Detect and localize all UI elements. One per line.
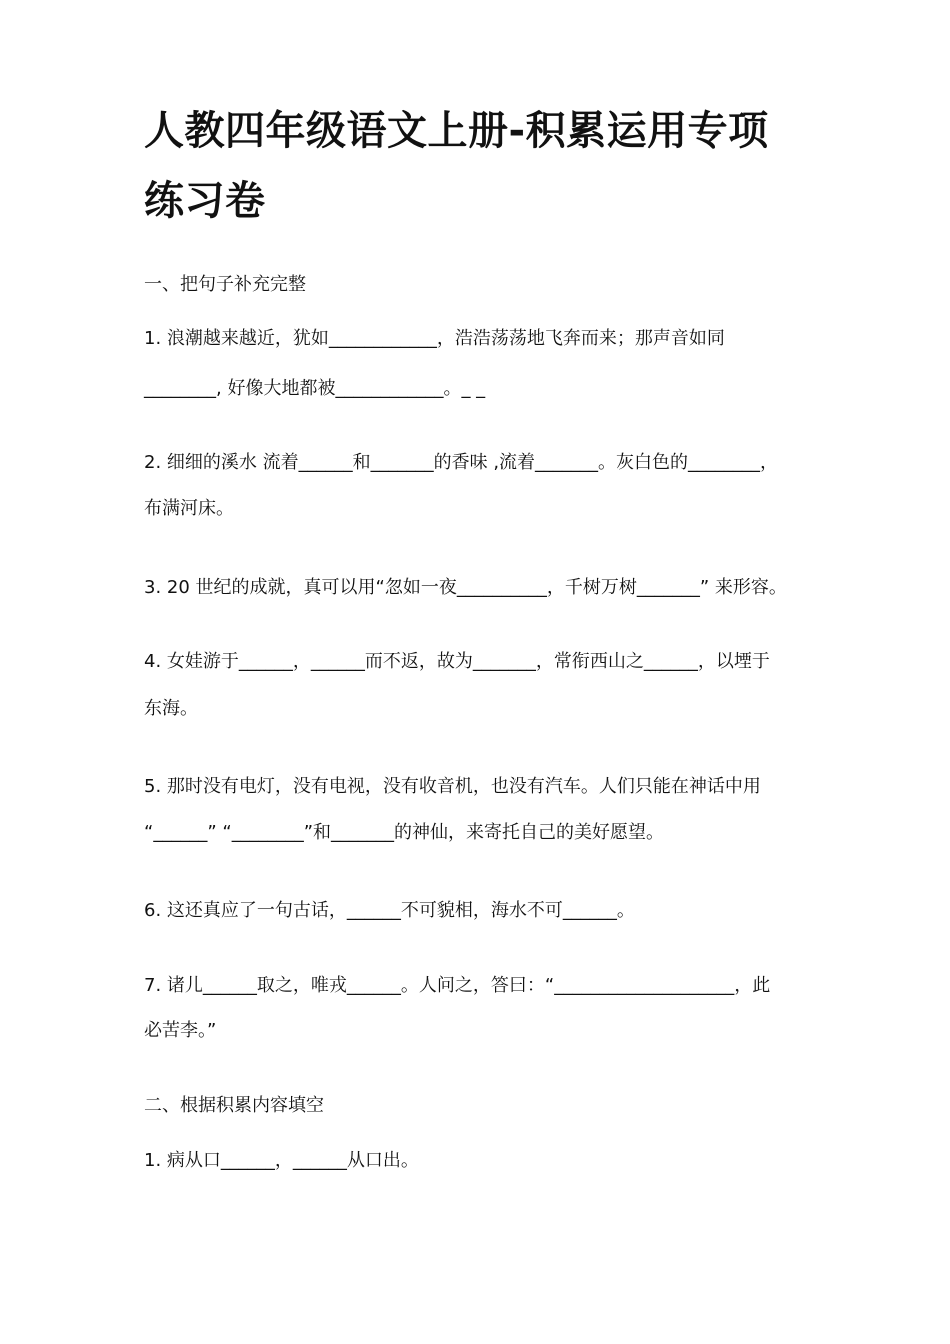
title-line-2: 练习卷 (144, 178, 266, 224)
title-line-1: 人教四年级语文上册-积累运用专项 (144, 108, 769, 154)
question-1-line-1: 1. 浪潮越来越近，犹如____________，浩浩荡荡地飞奔而来；那声音如同 (144, 328, 725, 349)
question-3-line-1: 3. 20 世纪的成就，真可以用“忽如一夜__________，千树万树_______” 来形容。 (144, 577, 787, 598)
section-1-heading: 一、把句子补充完整 (144, 274, 306, 295)
question-4-line-1: 4. 女娃游于______，______而不返，故为_______，常衔西山之______，以堙于 (144, 651, 770, 672)
document-title (144, 96, 824, 236)
question-7-line-2: 必苦李。” (144, 1020, 217, 1041)
question-2-line-2: 布满河床。 (144, 498, 234, 519)
question-2-line-1: 2. 细细的溪水 流着______和_______的香味 ,流着_______。灰白色的________， (144, 452, 779, 473)
question-4-line-2: 东海。 (144, 698, 198, 719)
question-5-line-1: 5. 那时没有电灯，没有电视，没有收音机，也没有汽车。人们只能在神话中用 (144, 776, 761, 797)
section-2-heading: 二、根据积累内容填空 (144, 1095, 324, 1116)
question-5-line-2: “______” “________”和_______的神仙，来寄托自己的美好愿望。 (144, 822, 665, 843)
question-6-line-1: 6. 这还真应了一句古话，______不可貌相，海水不可______。 (144, 900, 635, 921)
section-2-question-1: 1. 病从口______，______从口出。 (144, 1150, 419, 1171)
question-7-line-1: 7. 诸儿______取之，唯戎______。人问之，答曰：“____________________，此 (144, 975, 771, 996)
question-1-line-2: ________, 好像大地都被____________。_ _ (144, 378, 486, 399)
